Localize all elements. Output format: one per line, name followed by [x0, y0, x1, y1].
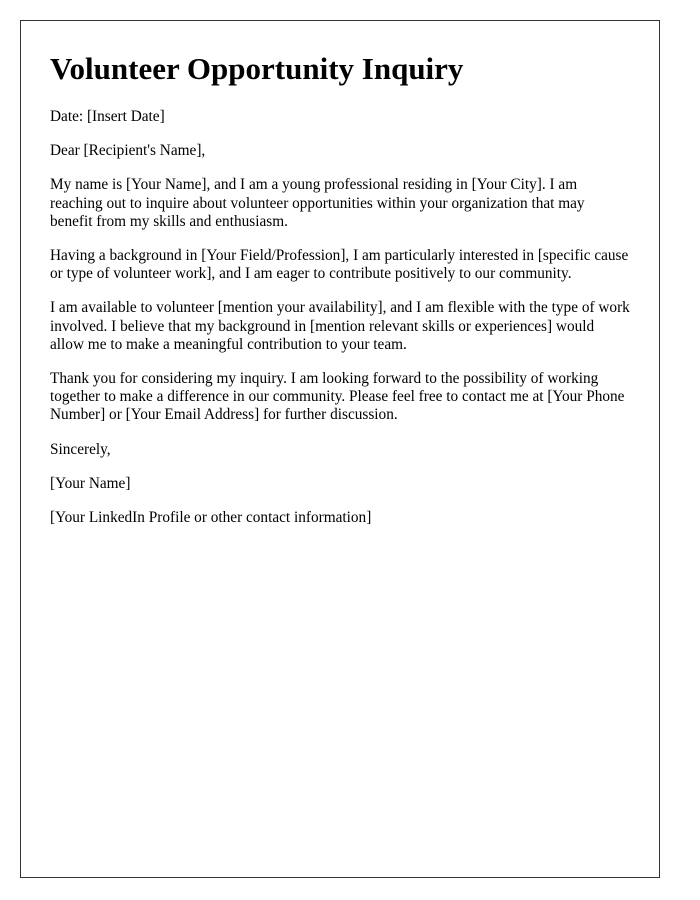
body-paragraph-thanks: Thank you for considering my inquiry. I am looking forward to the possibility of working together to make a difference in our community. Please feel free to contact me at [Your Phone Number] or [Your Email Address] for further discussion.	[50, 370, 625, 424]
contact-info: [Your LinkedIn Profile or other contact information]	[50, 509, 372, 527]
signature-name: [Your Name]	[50, 474, 131, 492]
date-line: Date: [Insert Date]	[50, 108, 165, 125]
body-paragraph-availability: I am available to volunteer [mention your availability], and I am flexible with the type of work involved. I believe that my background in [mention relevant skills or experiences] would allow me to make a meaningful contribution to your team.	[50, 299, 630, 353]
letter-title: Volunteer Opportunity Inquiry	[50, 51, 464, 86]
body-paragraph-intro: My name is [Your Name], and I am a young professional residing in [Your City]. I am reaching out to inquire about volunteer opportunities within your organization that may benefit from my skills and enthusiasm.	[50, 176, 585, 230]
body-paragraph-background: Having a background in [Your Field/Profession], I am particularly interested in [specific cause or type of volunteer work], and I am eager to contribute positively to our community.	[50, 247, 629, 283]
salutation: Dear [Recipient's Name],	[50, 142, 206, 160]
letter-page	[20, 20, 660, 878]
closing: Sincerely,	[50, 440, 111, 458]
